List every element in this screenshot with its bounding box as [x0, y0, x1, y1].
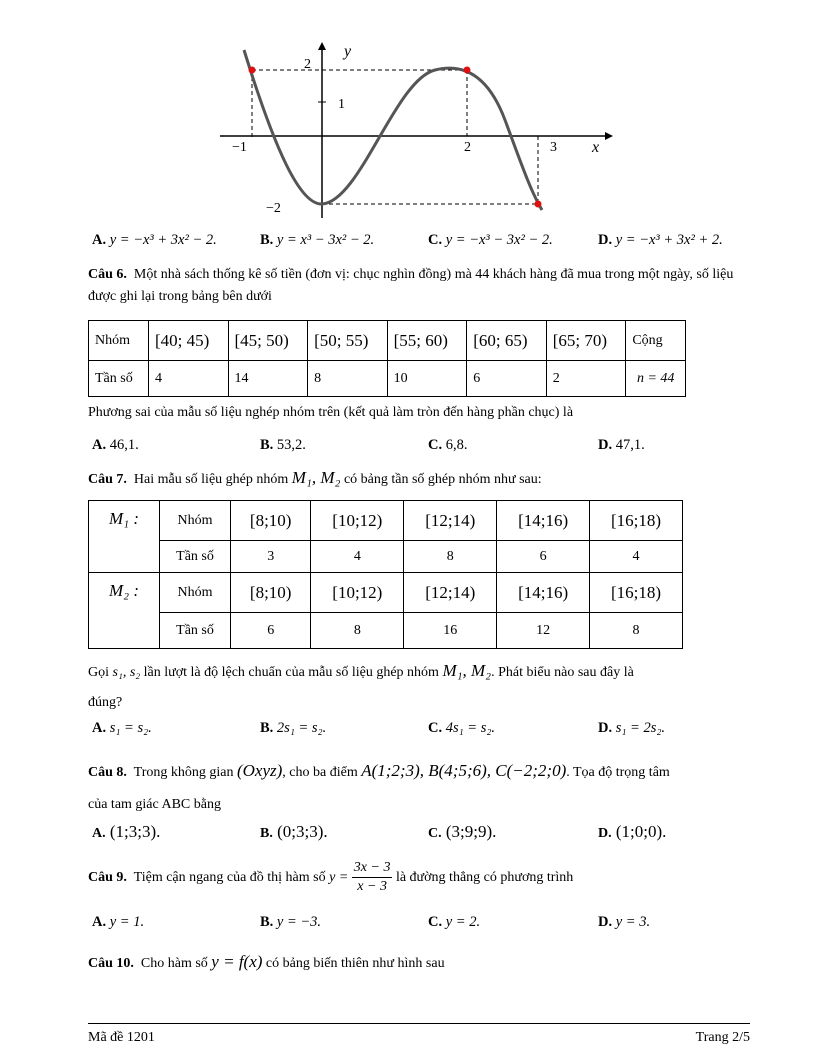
m1-group-2: [12;14): [404, 501, 497, 541]
m2-freq-2: 16: [404, 613, 497, 649]
q8-option-d[interactable]: D. (1;0;0).: [598, 822, 667, 841]
q6-options: [92, 437, 752, 459]
m2-cell: M₂ :: [89, 573, 160, 649]
q6-question: Phương sai của mẫu số liệu nghép nhóm trên (kết quả làm tròn đến hàng phần chục) là: [88, 405, 574, 420]
q7-option-d[interactable]: D. s₁ = 2s₂.: [598, 720, 666, 736]
q6-table: [88, 320, 686, 397]
m2-group-4: [16;18): [590, 573, 683, 613]
q9-option-d[interactable]: D. y = 3.: [598, 914, 651, 930]
m2-group-1: [10;12): [311, 573, 404, 613]
y-axis-label: y: [344, 43, 352, 60]
q7-option-b[interactable]: B. 2s₁ = s₂.: [260, 720, 327, 736]
m1-freq-label: Tần số: [160, 541, 231, 573]
q9-stem: Câu 9. Tiệm cận ngang của đồ thị hàm số y = $\frac{3x - 3}{x - 3}$ là đường thẳng có phương trình: [88, 860, 574, 895]
q5-option-c[interactable]: C. y = −x³ − 3x² − 2.: [428, 232, 553, 248]
q6-groups-label: Nhóm: [89, 321, 149, 361]
footer: [88, 1023, 750, 1046]
q9-option-c[interactable]: C. y = 2.: [428, 914, 481, 930]
q6-option-d[interactable]: D. 47,1.: [598, 437, 645, 453]
q6-total-value: n = 44: [626, 361, 686, 397]
q6-freq-3: 10: [387, 361, 467, 397]
q5-option-b[interactable]: B. y = x³ − 3x² − 2.: [260, 232, 375, 248]
m1-freq-1: 4: [311, 541, 404, 573]
q6-label: Câu 6.: [88, 267, 127, 282]
q9-option-a[interactable]: A. y = 1.: [92, 914, 145, 930]
q6-total-label: Cộng: [626, 321, 686, 361]
q7-option-a[interactable]: A. s₁ = s₂.: [92, 720, 152, 736]
m2-freq-1: 8: [311, 613, 404, 649]
q8-stem: Câu 8. Trong không gian (Oxyz), cho ba điểm A(1;2;3), B(4;5;6), C(−2;2;0). Tọa độ trọng tâm của tam giác ABC bằng: [88, 761, 670, 812]
q9-options: [92, 914, 752, 936]
m2-freq-4: 8: [590, 613, 683, 649]
q6-option-a[interactable]: A. 46,1.: [92, 437, 139, 453]
y-tick-2: 2: [304, 57, 311, 72]
q6-option-b[interactable]: B. 53,2.: [260, 437, 306, 453]
m1-freq-3: 6: [497, 541, 590, 573]
page-number: Trang 2/5: [695, 1030, 750, 1045]
q5-options: [92, 232, 752, 254]
cubic-graph: [220, 40, 615, 220]
q6-group-3: [55; 60): [387, 321, 467, 361]
q6-freq-0: 4: [148, 361, 228, 397]
exam-code: Mã đề 1201: [88, 1030, 155, 1045]
q7-option-c[interactable]: C. 4s₁ = s₂.: [428, 720, 496, 736]
q6-text: Một nhà sách thống kê số tiền (đơn vị: chục nghìn đồng) mà 44 khách hàng đã mua trong một ngày, số liệu được ghi lại trong bảng bên dưới: [88, 267, 734, 304]
q7-stem: Câu 7. Hai mẫu số liệu ghép nhóm M₁, M₂ có bảng tần số ghép nhóm như sau:: [88, 468, 542, 487]
q6-freq-label: Tần số: [89, 361, 149, 397]
q6-freq-1: 14: [228, 361, 308, 397]
q7-question: Gọi s₁, s₂ lần lượt là độ lệch chuẩn của mẫu số liệu ghép nhóm M₁, M₂. Phát biểu nào sau đây là đúng?: [88, 661, 634, 710]
m1-freq-4: 4: [590, 541, 683, 573]
m1-freq-2: 8: [404, 541, 497, 573]
x-tick-m1: −1: [232, 140, 247, 155]
x-tick-2: 2: [464, 140, 471, 155]
q6-group-2: [50; 55): [308, 321, 388, 361]
m1-group-1: [10;12): [311, 501, 404, 541]
q6-freq-5: 2: [546, 361, 626, 397]
q9-fraction: $\frac{3x - 3}{x - 3}$: [353, 860, 391, 895]
q10-stem: Câu 10. Cho hàm số y = f(x) có bảng biến thiên như hình sau: [88, 952, 445, 971]
x-axis-label: x: [592, 139, 600, 156]
y-tick-m2: −2: [266, 201, 281, 216]
q6-freq-2: 8: [308, 361, 388, 397]
q6-group-5: [65; 70): [546, 321, 626, 361]
q6-stem: [88, 264, 748, 308]
q8-option-c[interactable]: C. (3;9;9).: [428, 822, 497, 841]
point-3-m2: [535, 201, 542, 208]
y-axis-arrow: [318, 42, 326, 50]
m2-group-2: [12;14): [404, 573, 497, 613]
q7-options: [92, 720, 752, 742]
q7-table: [88, 500, 683, 649]
point-m1-2: [249, 67, 256, 74]
y-tick-1: 1: [338, 97, 345, 112]
m1-group-4: [16;18): [590, 501, 683, 541]
q8-options: [92, 822, 752, 844]
q8-option-a[interactable]: A. (1;3;3).: [92, 822, 161, 841]
q6-group-4: [60; 65): [467, 321, 547, 361]
m1-group-3: [14;16): [497, 501, 590, 541]
m2-freq-0: 6: [231, 613, 311, 649]
point-2-2: [464, 67, 471, 74]
m1-cell: M₁ :: [89, 501, 160, 573]
m2-freq-label: Tần số: [160, 613, 231, 649]
m1-groups-label: Nhóm: [160, 501, 231, 541]
m2-group-0: [8;10): [231, 573, 311, 613]
m2-group-3: [14;16): [497, 573, 590, 613]
m1-freq-0: 3: [231, 541, 311, 573]
q5-option-d[interactable]: D. y = −x³ + 3x² + 2.: [598, 232, 723, 248]
m2-groups-label: Nhóm: [160, 573, 231, 613]
q5-option-a[interactable]: A. y = −x³ + 3x² − 2.: [92, 232, 217, 248]
q9-option-b[interactable]: B. y = −3.: [260, 914, 322, 930]
cubic-curve: [244, 50, 542, 210]
q6-group-0: [40; 45): [148, 321, 228, 361]
q6-group-1: [45; 50): [228, 321, 308, 361]
q6-option-c[interactable]: C. 6,8.: [428, 437, 468, 453]
q6-freq-4: 6: [467, 361, 547, 397]
q8-option-b[interactable]: B. (0;3;3).: [260, 822, 328, 841]
x-tick-3: 3: [550, 140, 557, 155]
m1-group-0: [8;10): [231, 501, 311, 541]
m2-freq-3: 12: [497, 613, 590, 649]
x-axis-arrow: [605, 132, 613, 140]
